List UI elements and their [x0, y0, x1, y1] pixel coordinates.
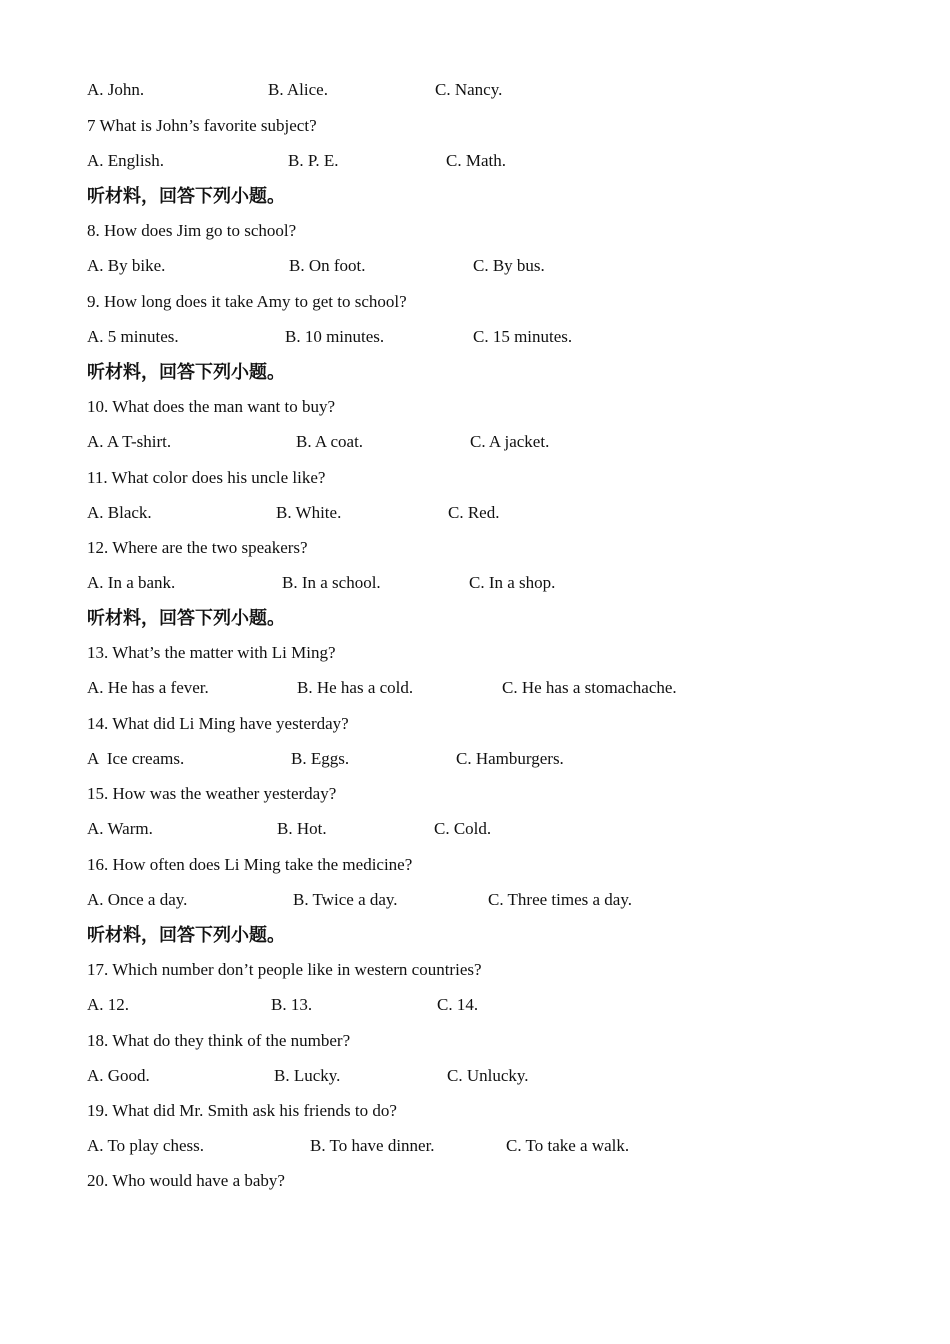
q10-option-a: A. A T-shirt. — [87, 432, 172, 451]
q20-question: 20. Who would have a baby? — [87, 1171, 285, 1190]
q16-option-a: A. Once a day. — [87, 890, 188, 909]
q19-option-a: A. To play chess. — [87, 1136, 205, 1155]
q18-option-a: A. Good. — [87, 1066, 150, 1085]
q10-question: 10. What does the man want to buy? — [87, 397, 336, 416]
q16-option-b: B. Twice a day. — [293, 890, 398, 909]
q15-question: 15. How was the weather yesterday? — [87, 784, 337, 803]
q12-question: 12. Where are the two speakers? — [87, 538, 308, 557]
q6-option-a: A. John. — [87, 80, 145, 99]
q13-option-b: B. He has a cold. — [297, 678, 414, 697]
q17-question: 17. Which number don’t people like in western countries? — [87, 960, 482, 979]
q6-option-b: B. Alice. — [268, 80, 328, 99]
q11-question: 11. What color does his uncle like? — [87, 468, 326, 487]
q9-option-b: B. 10 minutes. — [285, 327, 385, 346]
q19-option-c: C. To take a walk. — [506, 1136, 630, 1155]
q13-question: 13. What’s the matter with Li Ming? — [87, 643, 336, 662]
q17-option-c: C. 14. — [437, 995, 479, 1014]
q6-option-c: C. Nancy. — [435, 80, 503, 99]
section-heading: 听材料，回答下列小题。 — [87, 362, 285, 383]
q13-option-c: C. He has a stomachache. — [502, 678, 677, 697]
q14-option-b: B. Eggs. — [291, 749, 350, 768]
q12-option-c: C. In a shop. — [469, 573, 556, 592]
q9-option-a: A. 5 minutes. — [87, 327, 179, 346]
q16-question: 16. How often does Li Ming take the medicine? — [87, 855, 413, 874]
q18-option-c: C. Unlucky. — [447, 1066, 529, 1085]
q11-option-c: C. Red. — [448, 503, 500, 522]
q9-question: 9. How long does it take Amy to get to school? — [87, 292, 407, 311]
q19-question: 19. What did Mr. Smith ask his friends to do? — [87, 1101, 397, 1120]
q13-option-a: A. He has a fever. — [87, 678, 209, 697]
section-heading: 听材料，回答下列小题。 — [87, 925, 285, 946]
q16-option-c: C. Three times a day. — [488, 890, 632, 909]
q7-option-b: B. P. E. — [288, 151, 339, 170]
q7-option-a: A. English. — [87, 151, 164, 170]
q12-option-b: B. In a school. — [282, 573, 381, 592]
q14-option-c: C. Hamburgers. — [456, 749, 564, 768]
q15-option-a: A. Warm. — [87, 819, 153, 838]
q10-option-c: C. A jacket. — [470, 432, 550, 451]
q14-question: 14. What did Li Ming have yesterday? — [87, 714, 349, 733]
q15-option-c: C. Cold. — [434, 819, 492, 838]
section-heading: 听材料，回答下列小题。 — [87, 608, 285, 629]
q12-option-a: A. In a bank. — [87, 573, 176, 592]
section-heading: 听材料，回答下列小题。 — [87, 186, 285, 207]
q7-option-c: C. Math. — [446, 151, 506, 170]
q15-option-b: B. Hot. — [277, 819, 327, 838]
q9-option-c: C. 15 minutes. — [473, 327, 573, 346]
q10-option-b: B. A coat. — [296, 432, 364, 451]
q18-option-b: B. Lucky. — [274, 1066, 341, 1085]
q11-option-a: A. Black. — [87, 503, 152, 522]
q8-option-b: B. On foot. — [289, 256, 366, 275]
q14-option-a: A Ice creams. — [87, 749, 185, 768]
q8-question: 8. How does Jim go to school? — [87, 221, 297, 240]
q17-option-b: B. 13. — [271, 995, 313, 1014]
q19-option-b: B. To have dinner. — [310, 1136, 435, 1155]
q7-question: 7 What is John’s favorite subject? — [87, 116, 317, 135]
q11-option-b: B. White. — [276, 503, 342, 522]
q18-question: 18. What do they think of the number? — [87, 1031, 351, 1050]
q8-option-a: A. By bike. — [87, 256, 166, 275]
q17-option-a: A. 12. — [87, 995, 130, 1014]
q8-option-c: C. By bus. — [473, 256, 545, 275]
